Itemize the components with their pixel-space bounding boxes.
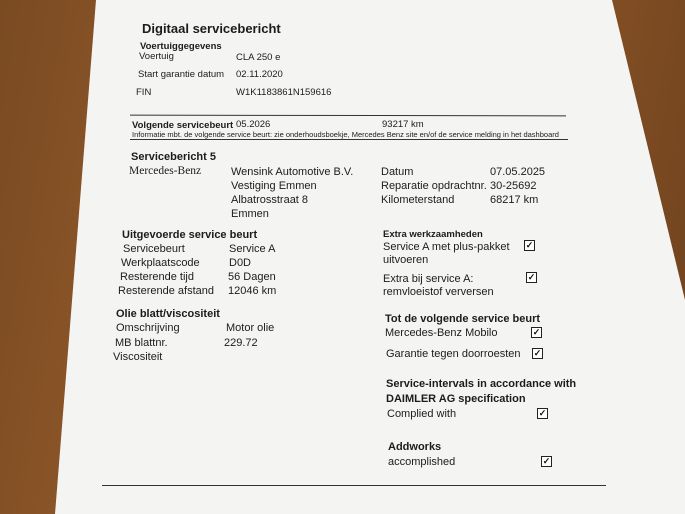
rust-warranty-label: Garantie tegen doorroesten <box>386 348 521 360</box>
next-service-date: 05.2026 <box>236 119 271 130</box>
oil-heading: Olie blatt/viscositeit <box>116 308 220 320</box>
brand-logo-text: Mercedes-Benz <box>129 165 202 177</box>
vehicle-label: Voertuig <box>139 51 174 62</box>
fin-value: W1K1183861N159616 <box>236 87 332 98</box>
intervals-heading-line2: DAIMLER AG specification <box>386 393 526 405</box>
dealer-branch: Vestiging Emmen <box>231 180 317 192</box>
addworks-item-label: accomplished <box>388 456 456 468</box>
date-value: 07.05.2025 <box>490 166 546 178</box>
mileage-value: 68217 km <box>490 194 539 206</box>
next-service-km: 93217 km <box>382 119 424 130</box>
intervals-heading-line1: Service-intervals in accordance with <box>386 378 577 390</box>
extra-item-checkbox[interactable]: ✓ <box>527 272 536 282</box>
dealer-street: Albatrosstraat 8 <box>231 194 309 206</box>
date-label: Datum <box>381 166 414 178</box>
repair-order-label: Reparatie opdrachtnr. <box>381 180 487 192</box>
performed-row-label: Werkplaatscode <box>121 257 200 269</box>
until-next-heading: Tot de volgende service beurt <box>385 313 541 325</box>
extra-item-line2: remvloeistof verversen <box>383 286 494 298</box>
oil-row-value: Motor olie <box>226 322 275 334</box>
oil-row-label: Omschrijving <box>116 322 180 334</box>
extra-item-line1: Extra bij service A: <box>383 273 474 285</box>
dealer-name: Wensink Automotive B.V. <box>231 166 354 178</box>
oil-row-label: MB blattnr. <box>115 337 168 349</box>
extra-item-line2: uitvoeren <box>383 254 429 266</box>
performed-row-value: D0D <box>229 257 252 269</box>
performed-row-value: Service A <box>229 243 276 255</box>
next-service-label: Volgende servicebeurt <box>132 120 234 131</box>
performed-heading: Uitgevoerde service beurt <box>122 229 258 241</box>
extra-heading: Extra werkzaamheden <box>383 229 483 240</box>
divider <box>102 485 606 486</box>
next-service-info: Informatie mbt. de volgende service beurt: zie onderhoudsboekje, Mercedes Benz site en/of de service melding in het dashboard <box>132 130 559 139</box>
warranty-start-label: Start garantie datum <box>138 69 225 80</box>
performed-row-label: Resterende tijd <box>120 271 194 283</box>
intervals-item-label: Complied with <box>387 408 457 420</box>
vehicle-value: CLA 250 e <box>236 52 281 63</box>
mobilo-checkbox[interactable]: ✓ <box>532 327 541 337</box>
mileage-label: Kilometerstand <box>381 194 455 206</box>
rust-warranty-checkbox[interactable]: ✓ <box>533 348 542 358</box>
dealer-city: Emmen <box>231 208 269 220</box>
fin-label: FIN <box>136 87 152 98</box>
document-title: Digitaal servicebericht <box>142 21 281 36</box>
performed-row-value: 56 Dagen <box>228 271 276 283</box>
oil-row-value: 229.72 <box>224 337 258 349</box>
performed-row-label: Resterende afstand <box>118 285 215 297</box>
mobilo-label: Mercedes-Benz Mobilo <box>385 327 498 339</box>
vehicle-heading: Voertuiggegevens <box>140 41 222 52</box>
performed-row-value: 12046 km <box>228 285 277 297</box>
oil-row-label: Viscositeit <box>113 351 163 363</box>
intervals-checkbox[interactable]: ✓ <box>538 408 547 418</box>
addworks-checkbox[interactable]: ✓ <box>542 456 551 466</box>
divider <box>130 139 568 140</box>
extra-item-checkbox[interactable]: ✓ <box>525 240 534 250</box>
addworks-heading: Addworks <box>388 441 442 453</box>
extra-item-line1: Service A met plus-pakket <box>383 241 510 253</box>
repair-order-value: 30-25692 <box>490 180 537 192</box>
report-title: Servicebericht 5 <box>131 151 216 163</box>
warranty-start-value: 02.11.2020 <box>236 69 283 80</box>
performed-row-label: Servicebeurt <box>123 243 185 255</box>
